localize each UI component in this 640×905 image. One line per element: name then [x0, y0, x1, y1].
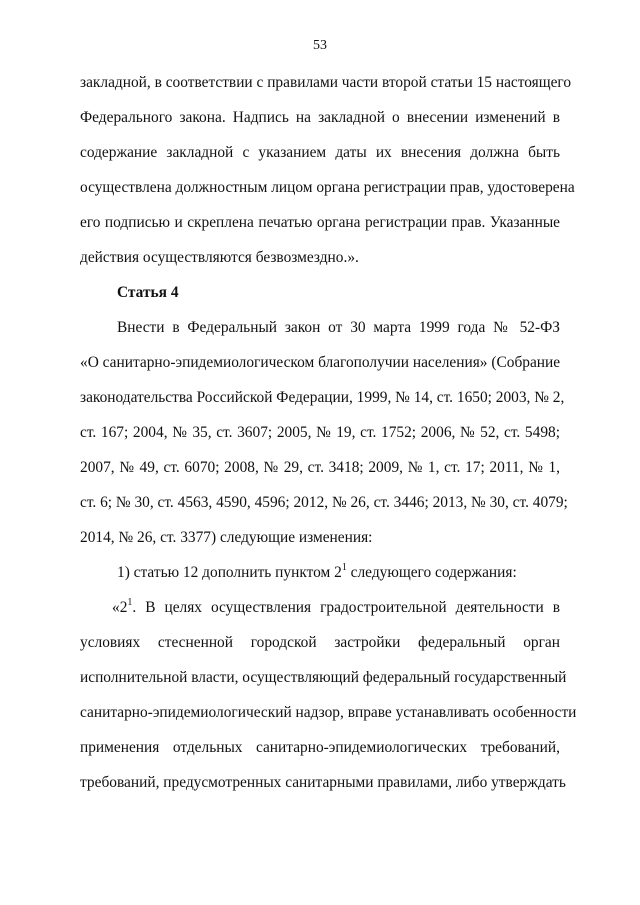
list-item-1-tail: следующего содержания: [346, 564, 517, 581]
superscript: 1 [341, 561, 347, 573]
text-line: содержание закладной с указанием даты их внесения должна быть [80, 144, 560, 161]
clause-number: «2 [112, 599, 128, 616]
text-line: применения отдельных санитарно-эпидемиологических требований, [80, 739, 560, 756]
text-line: Федерального закона. Надпись на закладной о внесении изменений в [80, 109, 560, 126]
superscript: 1 [127, 596, 133, 608]
text-line: ст. 167; 2004, № 35, ст. 3607; 2005, № 19, ст. 1752; 2006, № 52, ст. 5498; [80, 424, 560, 441]
text-line: осуществлена должностным лицом органа регистрации прав, удостоверена [80, 179, 575, 196]
text-line: «О санитарно-эпидемиологическом благополучии населения» (Собрание [80, 354, 561, 371]
list-item-1-text: 1) статью 12 дополнить пунктом 2 [117, 564, 342, 581]
page-number: 53 [313, 38, 327, 53]
text-line [112, 598, 560, 618]
list-item-1 [117, 563, 560, 583]
text-line: Внести в Федеральный закон от 30 марта 1999 года № 52-ФЗ [117, 319, 560, 336]
text-line: действия осуществляются безвозмездно.». [80, 249, 359, 266]
article-heading: Статья 4 [117, 284, 179, 301]
text-line: его подписью и скреплена печатью органа регистрации прав. Указанные [80, 214, 560, 231]
text-line: закладной, в соответствии с правилами части второй статьи 15 настоящего [80, 74, 572, 91]
text-line: 2014, № 26, ст. 3377) следующие изменения: [80, 529, 373, 546]
text-line: исполнительной власти, осуществляющий федеральный государственный [80, 669, 567, 686]
text-line: условиях стесненной городской застройки федеральный орган [80, 634, 560, 651]
clause-text: . В целях осуществления градостроительной деятельности в [132, 599, 560, 616]
text-line: требований, предусмотренных санитарными правилами, либо утверждать [80, 774, 566, 791]
text-line: законодательства Российской Федерации, 1999, № 14, ст. 1650; 2003, № 2, [80, 389, 565, 406]
text-line: 2007, № 49, ст. 6070; 2008, № 29, ст. 3418; 2009, № 1, ст. 17; 2011, № 1, [80, 459, 560, 476]
text-line: ст. 6; № 30, ст. 4563, 4590, 4596; 2012, № 26, ст. 3446; 2013, № 30, ст. 4079; [80, 494, 568, 511]
text-line: санитарно-эпидемиологический надзор, вправе устанавливать особенности [80, 704, 577, 721]
